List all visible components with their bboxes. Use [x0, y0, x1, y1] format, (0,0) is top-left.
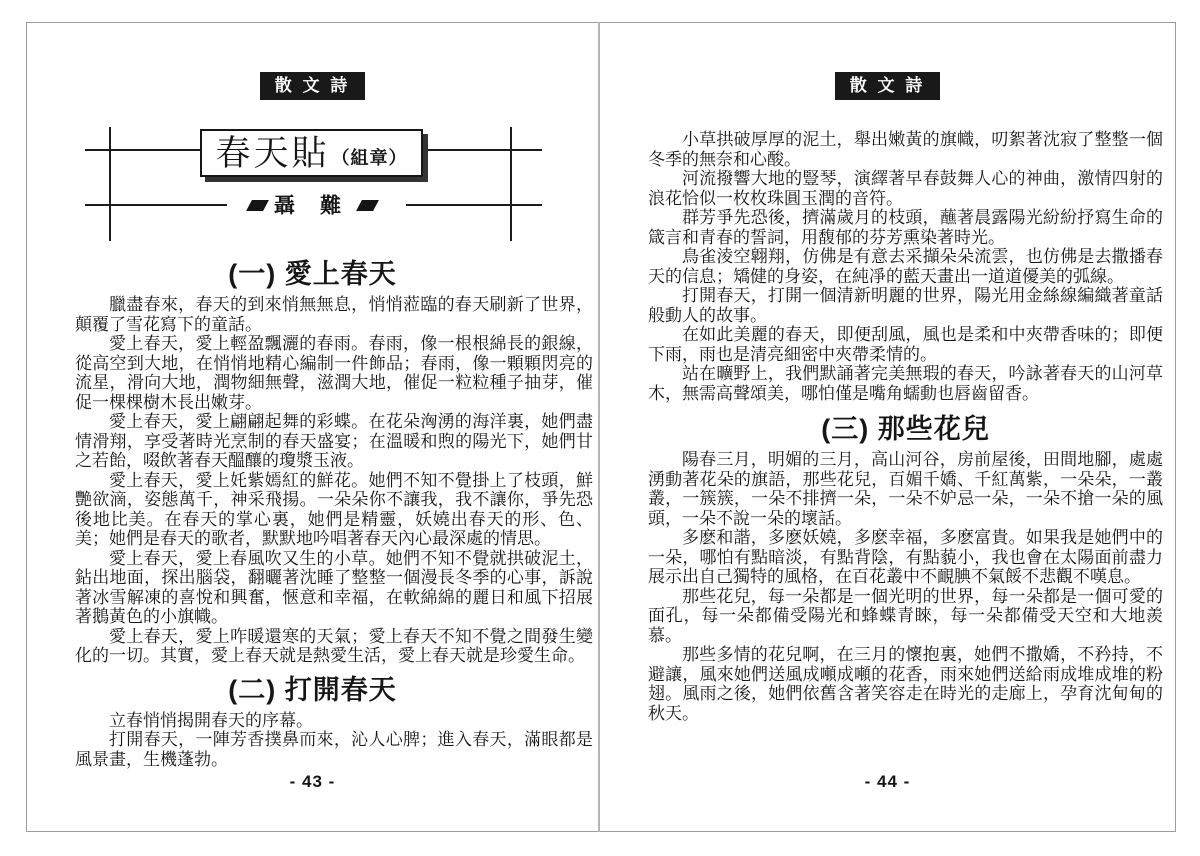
paragraph: 臘盡春來，春天的到來悄無無息，悄悄蒞臨的春天刷新了世界，顛覆了雪花寫下的童話。 — [75, 295, 593, 334]
page-right — [600, 22, 1175, 832]
paragraph: 打開春天，一陣芳香撲鼻而來，沁人心脾；進入春天，滿眼都是風景畫，生機蓬勃。 — [75, 730, 593, 769]
book-title: 春天貼 — [215, 133, 330, 173]
paragraph: 在如此美麗的春天，即便刮風，風也是柔和中夾帶香味的；即便下雨，雨也是清亮細密中夾帶柔情的。 — [648, 325, 1163, 364]
paragraph: 多麽和諧，多麽妖嬈，多麽幸福，多麽富貴。如果我是她們中的一朵，哪怕有點暗淡，有點背陰，有點藐小，我也會在太陽面前盡力展示出自己獨特的風格，在百花叢中不靦腆不氣餒不悲觀不嘆息。 — [648, 528, 1163, 586]
page-left — [26, 22, 599, 832]
paragraph: 愛上春天，愛上輕盈飄灑的春雨。春雨，像一根根綿長的銀線，從高空到大地，在悄悄地精心編制一件飾品；春雨，像一顆顆閃亮的流星，滑向大地，潤物細無聲，滋潤大地，催促一粒粒種子抽芽，催促一棵棵樹木長出嫩芽。 — [75, 334, 593, 412]
right-text-block — [600, 130, 1175, 723]
paragraph: 群芳爭先恐後，擠滿歲月的枝頭，蘸著晨露陽光紛紛抒寫生命的箴言和青春的誓詞，用馥郁的芬芳熏染著時光。 — [648, 208, 1163, 247]
decor-vline-right — [510, 127, 512, 241]
paragraph: 立春悄悄揭開春天的序幕。 — [109, 710, 313, 730]
paragraph: 愛上春天，愛上春風吹又生的小草。她們不知不覺就拱破泥土，鉆出地面，探出腦袋，翻曬著沈睡了整整一個漫長冬季的心事，訴說著冰雪解凍的喜悅和興奮，愜意和幸福，在軟綿綿的麗日和風下招展著鵝黃色的小旗幟。 — [75, 548, 593, 626]
paragraph: 那些花兒，每一朵都是一個光明的世界，每一朵都是一個可愛的面孔，每一朵都備受陽光和蜂蝶青睞，每一朵都備受天空和大地羨慕。 — [648, 586, 1163, 645]
left-text-block — [26, 295, 599, 666]
author-mark-left-icon — [246, 200, 269, 211]
running-head-right: 散 文 詩 — [835, 72, 940, 100]
book-title-box — [200, 129, 423, 177]
page-number-left: - 43 - — [289, 772, 336, 791]
author-name: 聶 難 — [273, 193, 352, 218]
author-row — [26, 193, 599, 217]
decor-vline-left — [109, 127, 111, 241]
page-number-right: - 44 - — [864, 772, 911, 791]
section-heading-2: (二) 打開春天 — [228, 674, 397, 705]
paragraph: 河流撥響大地的豎琴，演繹著早春鼓舞人心的神曲，激情四射的浪花恰似一枚枚珠圓玉潤的音符。 — [648, 169, 1163, 208]
section-heading-1: (一) 愛上春天 — [228, 259, 397, 289]
paragraph: 鳥雀淩空翺翔，仿佛是有意去采擷朵朵流雲，也仿佛是去撒播春天的信息；矯健的身姿，在純凈的藍天畫出一道道優美的弧線。 — [648, 247, 1163, 286]
author-mark-right-icon — [356, 200, 379, 211]
paragraph: 愛上春天，愛上咋暖還寒的天氣；愛上春天不知不覺之間發生變化的一切。其實，愛上春天就是熱愛生活，愛上春天就是珍愛生命。 — [75, 626, 593, 665]
book-title-suffix: （組章） — [331, 148, 408, 168]
paragraph: 陽春三月，明媚的三月，高山河谷，房前屋後，田間地腳，處處湧動著花朵的旗語，那些花兒，百媚千嬌、千紅萬紫，一朵朵，一叢叢，一簇簇，一朵不排擠一朵，一朵不妒忌一朵，一朵不搶一朵的風頭，一朵不說一朵的壞話。 — [648, 450, 1163, 528]
paragraph: 小草拱破厚厚的泥土，舉出嫩黃的旗幟，叨絮著沈寂了整整一個冬季的無奈和心酸。 — [648, 130, 1163, 169]
section-heading-3: (三) 那些花兒 — [821, 414, 990, 444]
left-text-block-2 — [26, 711, 599, 770]
running-head-left: 散 文 詩 — [260, 72, 365, 100]
title-decoration — [26, 120, 599, 250]
decor-hline-top-right — [423, 149, 542, 151]
paragraph: 愛上春天，愛上翩翩起舞的彩蝶。在花朵洶湧的海洋裏，她們盡情滑翔，享受著時光烹制的春天盛宴；在溫暖和煦的陽光下，她們甘之若飴，啜飲著春天醞釀的瓊漿玉液。 — [75, 412, 593, 470]
decor-hline-top-left — [85, 149, 200, 151]
paragraph: 愛上春天，愛上奼紫嫣紅的鮮花。她們不知不覺掛上了枝頭，鮮艷欲滴，姿態萬千，神采飛揚。一朵朵你不讓我，我不讓你，爭先恐後地比美。在春天的掌心裏，她們是精靈，妖嬈出春天的形、色、美；她們是春天的歌者，默默地吟唱著春天內心最深處的情思。 — [75, 470, 593, 548]
paragraph: 站在曠野上，我們默誦著完美無瑕的春天，吟詠著春天的山河草木，無需高聲頌美，哪怕僅是嘴角蠕動也唇齒留香。 — [648, 364, 1163, 403]
paragraph: 那些多情的花兒啊，在三月的懷抱裏，她們不撒嬌，不矜持，不避讓，風來她們送風成噸成噸的花香，雨來她們送給雨成堆成堆的粉翅。風雨之後，她們依舊含著笑容走在時光的走廊上，孕育沈甸甸的秋天。 — [648, 645, 1163, 723]
paragraph: 打開春天，打開一個清新明麗的世界，陽光用金絲線編織著童話般動人的故事。 — [648, 286, 1163, 325]
